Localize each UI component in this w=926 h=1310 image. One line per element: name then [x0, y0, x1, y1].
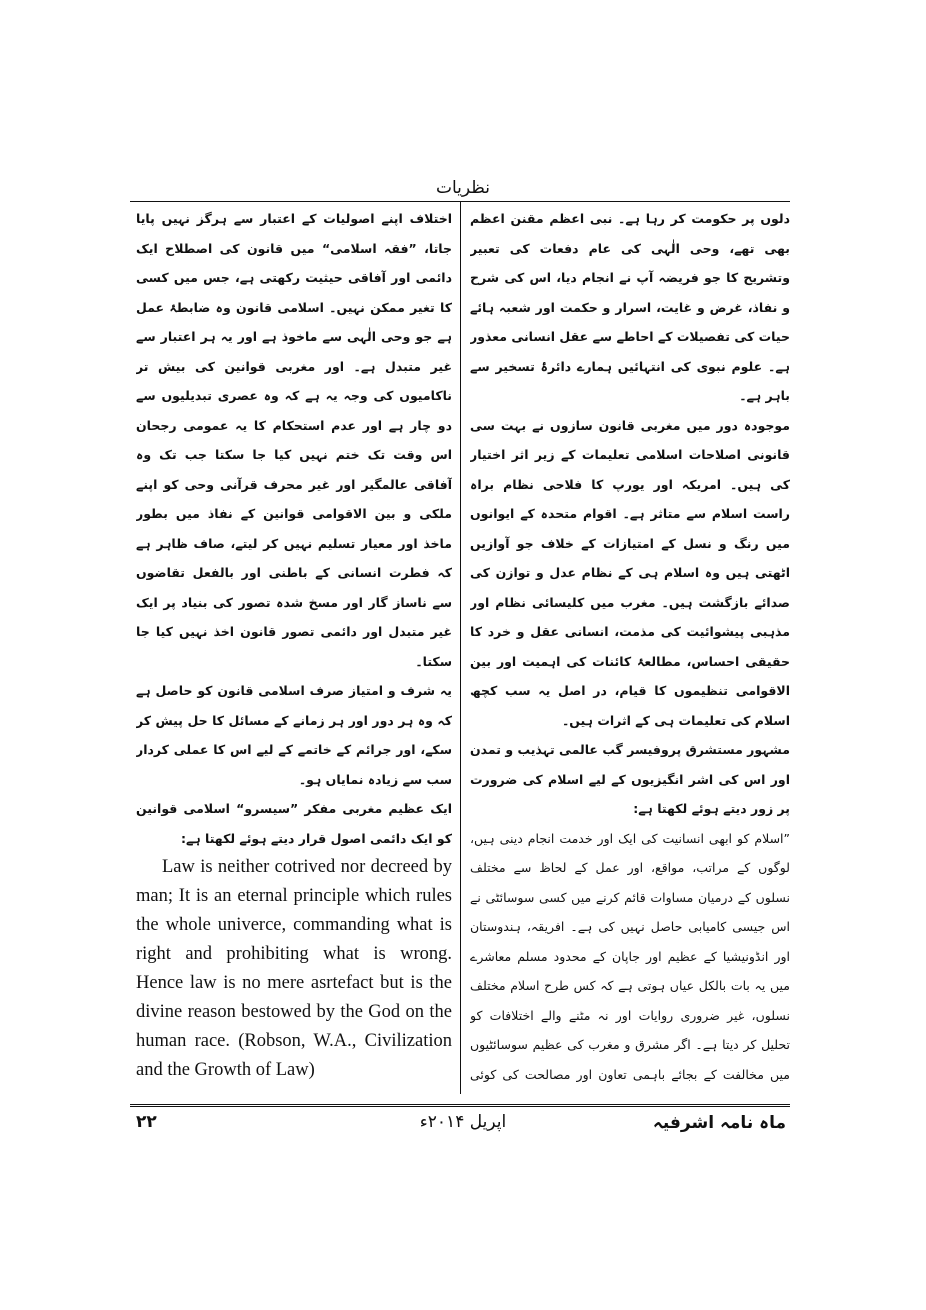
english-quote: Law is neither cotrived nor decreed by man; It is an eternal principle which rules the whole univerce, commanding what is right and prohibiting what is wrong. Hence law is no mere asrtefact but is the divine reason bestowed by the God on the human race. (Robson, W.A., Civilization and the Growth of Law)	[136, 857, 452, 1080]
block-quote: ”اسلام کو ابھی انسانیت کی ایک اور خدمت انجام دینی ہیں، لوگوں کے مراتب، مواقع، اور عمل کے لحاظ سے مختلف نسلوں کے درمیان مساوات قائم کرنے میں کسی سوسائٹی نے اس جیسی کامیابی حاصل نہیں کی ہے۔ افریقہ، ہندوستان اور انڈونیشیا کے عظیم اور جاپان کے محدود مسلم معاشرے میں یہ بات بالکل عیاں ہوتی ہے کہ کس طرح اسلام مختلف نسلوں، غیر ضروری روایات اور نہ مٹنے والے اختلافات کو تحلیل کر دیتا ہے۔ اگر مشرق و مغرب کی عظیم سوسائٹیوں میں مخالفت کے بجائے باہمی تعاون اور مصالحت کی کوئی	[470, 830, 790, 1082]
paragraph	[136, 1085, 452, 1092]
issue-date: اپریل ۲۰۱۴ء	[419, 1112, 507, 1132]
column-divider	[460, 201, 461, 1094]
page-number: ۲۲	[136, 1112, 157, 1132]
paragraph: یہ شرف و امتیاز صرف اسلامی قانون کو حاصل ہے کہ وہ ہر دور اور ہر زمانے کے مسائل کا حل پیش کر سکے، اور جرائم کے خاتمے کے لیے اس کا عملی کردار سب سے زیادہ نمایاں ہو۔	[136, 683, 452, 787]
paragraph: مشہور مستشرق پروفیسر گب عالمی تہذیب و تمدن اور اس کی اشر انگیزیوں کے لیے اسلام کی ضرورت پر زور دیتے ہوئے لکھتا ہے:	[470, 742, 790, 816]
page-title: نظریات	[436, 178, 490, 198]
paragraph: موجودہ دور میں مغربی قانون سازوں نے بہت سی قانونی اصلاحات اسلامی تعلیمات کے زیر اثر اختیار کی ہیں۔ امریکہ اور یورپ کا فلاحی نظام براہ راست اسلام سے متاثر ہے۔ اقوام متحدہ کے ایوانوں میں رنگ و نسل کے امتیازات کے خلاف جو آوازیں اٹھتی ہیں وہ اسلام ہی کے نظام عدل و توازن کی صدائے بازگشت ہیں۔ مغرب میں کلیسائی نظام اور مذہبی پیشوائیت کی مذمت، انسانی عقل و خرد کا حقیقی احساس، مطالعۂ کائنات کی اہمیت اور بین الاقوامی تنظیموں کا قیام، در اصل یہ سب کچھ اسلام کی تعلیمات ہی کے اثرات ہیں۔	[470, 417, 790, 728]
magazine-name: ماہ نامہ اشرفیہ	[652, 1113, 786, 1133]
right-column	[470, 204, 790, 1092]
left-column	[136, 204, 452, 1092]
paragraph: اختلاف اپنے اصولیات کے اعتبار سے ہرگز نہیں پایا جاتا، ”فقہ اسلامی“ میں قانون کی اصطلاح ایک دائمی اور آفاقی حیثیت رکھتی ہے، جس میں کسی کا تغیر ممکن نہیں۔ اسلامی قانون وہ ضابطۂ عمل ہے جو وحی الٰہی سے ماخوذ ہے اور یہ ہر اعتبار سے غیر متبدل ہے۔ اور مغربی قوانین کی بیش تر ناکامیوں کی وجہ یہ ہے کہ وہ عصری تبدیلیوں سے دو چار ہے اور عدم استحکام کا یہ عمومی رجحان اس وقت تک ختم نہیں کیا جا سکتا جب تک وہ آفاقی عالمگیر اور غیر محرف قرآنی وحی کو اپنے ملکی و بین الاقوامی قوانین کے نفاذ میں بطور ماخذ اور معیار تسلیم نہیں کر لیتے، صاف ظاہر ہے کہ فطرت انسانی کے باطنی اور بالفعل تقاضوں سے ناساز گار اور مسخ شدہ تصور کی بنیاد پر ایک غیر متبدل اور دائمی تصور قانون اخذ نہیں کیا جا سکتا۔	[136, 211, 452, 669]
footer-divider	[130, 1104, 790, 1107]
paragraph: ایک عظیم مغربی مفکر ”سیسرو“ اسلامی قوانین کو ایک دائمی اصول قرار دیتے ہوئے لکھتا ہے:	[136, 801, 452, 846]
paragraph: دلوں پر حکومت کر رہا ہے۔ نبی اعظم مقنن اعظم بھی تھے، وحی الٰہی کی عام دفعات کی تعبیر وتشریح کا جو فریضہ آپ نے انجام دیا، اس کی شرح و نفاذ، غرض و غایت، اسرار و حکمت اور شعبہ ہائے حیات کی تفصیلات کے احاطے سے عقل انسانی معذور ہے۔ علوم نبوی کی انتہائیں ہمارے دائرۂ تسخیر سے باہر ہے۔	[470, 211, 790, 403]
